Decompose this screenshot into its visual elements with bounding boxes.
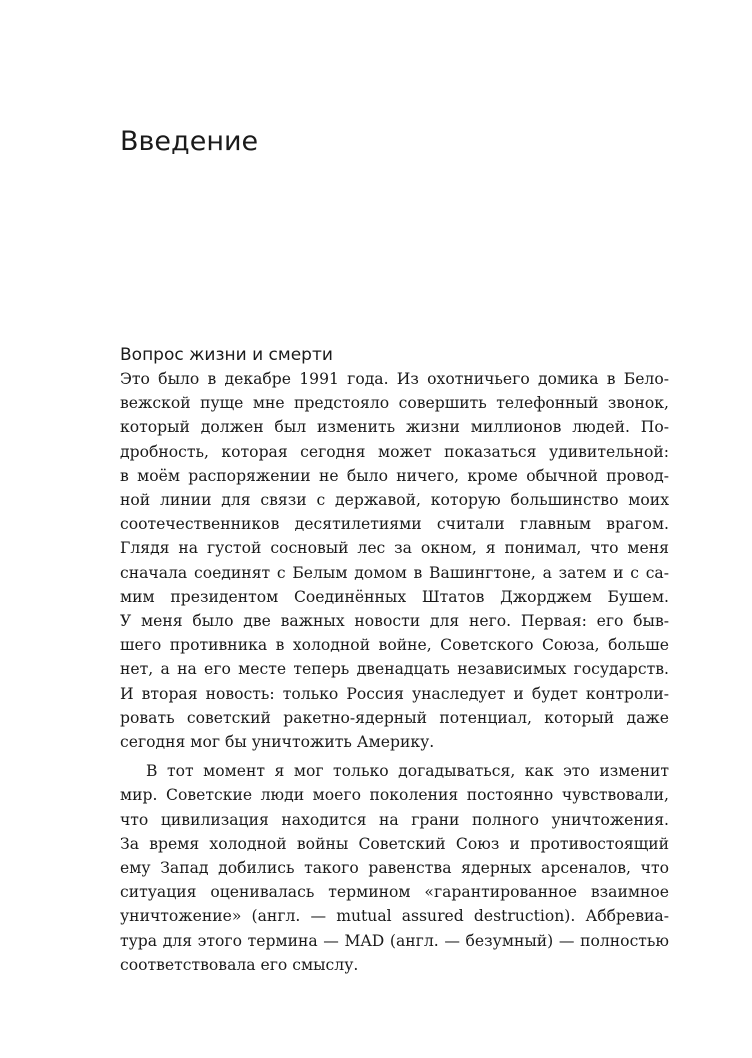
text-line: мим президентом Соединённых Штатов Джорджем Бушем.	[120, 587, 669, 606]
text-line: ему Запад добились такого равенства ядерных арсеналов, что	[120, 859, 669, 878]
text-line: Глядя на густой сосновый лес за окном, я понимал, что меня	[120, 539, 669, 558]
text-line: мир. Советские люди моего поколения постоянно чувствовали,	[120, 786, 669, 805]
text-line: дробность, которая сегодня может показаться удивительной:	[120, 442, 669, 461]
chapter-title: Введение	[120, 126, 259, 157]
text-line: сегодня мог бы уничтожить Америку.	[120, 733, 435, 752]
text-line: ситуация оценивалась термином «гарантированное взаимное	[120, 883, 669, 902]
text-line: нет, а на его месте теперь двенадцать независимых государств.	[120, 660, 669, 679]
text-line: который должен был изменить жизни миллионов людей. По-	[120, 418, 669, 437]
text-line: уничтожение» (англ. — mutual assured destruction). Аббревиа-	[120, 907, 669, 926]
text-line: шего противника в холодной войне, Советского Союза, больше	[120, 636, 669, 655]
text-line: соответствовала его смыслу.	[120, 955, 359, 974]
text-line: ной линии для связи с державой, которую большинство моих	[120, 491, 669, 510]
text-line: сначала соединят с Белым домом в Вашингтоне, а затем и с са-	[120, 563, 669, 582]
text-line: У меня было две важных новости для него. Первая: его быв-	[120, 612, 669, 631]
text-line: тура для этого термина — MAD (англ. — безумный) — полностью	[120, 931, 669, 950]
text-line: ровать советский ракетно-ядерный потенциал, который даже	[120, 708, 669, 727]
text-line: В тот момент я мог только догадываться, как это изменит	[146, 762, 669, 781]
section	[120, 343, 669, 977]
text-line: в моём распоряжении не было ничего, кроме обычной провод-	[120, 466, 669, 485]
text-line: За время холодной войны Советский Союз и противостоящий	[120, 834, 669, 853]
text-line: что цивилизация находится на грани полного уничтожения.	[120, 810, 669, 829]
text-line: Это было в декабре 1991 года. Из охотничьего домика в Бело-	[120, 370, 669, 388]
text-line: И вторая новость: только Россия унаследует и будет контроли-	[120, 684, 669, 703]
text-line: вежской пуще мне предстояло совершить телефонный звонок,	[120, 394, 669, 413]
text-line: соотечественников десятилетиями считали главным врагом.	[120, 515, 669, 534]
paragraph-1	[120, 367, 669, 754]
section-title: Вопрос жизни и смерти	[120, 345, 333, 365]
paragraph-2	[120, 759, 669, 977]
